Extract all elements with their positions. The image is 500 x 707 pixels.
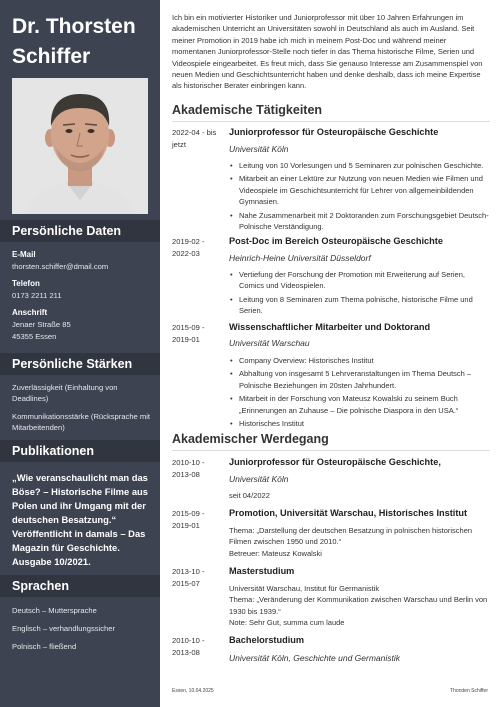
sidebar (0, 0, 160, 707)
phone-value[interactable]: 0173 2211 211 (12, 291, 62, 300)
education-org: Universität Köln (229, 474, 289, 484)
language-item: Polnisch – fließend (12, 642, 77, 651)
language-item: Englisch – verhandlungssicher (12, 624, 115, 633)
list-item: • Company Overview: Historisches Institut (229, 355, 491, 366)
strength-item: Kommunikationsstärke (Rücksprache mit Mitarbeitenden) (12, 412, 151, 432)
experience-org: Universität Köln (229, 144, 289, 154)
intro-paragraph: Ich bin ein motivierter Historiker und Juniorprofessor mit über 10 Jahren Erfahrungen im akademischen Unterricht an Universitäten sowohl in Deutschland als auch im Ausland. Seit meiner Promotion in 2019 habe ich mich in meinem Post-Doc und während meiner momentanen Juniorprofessor-Stelle noch tiefer in das Thema historische Filme, Serien und Videospiele eingearbeitet. Es freut mich, dass Sie genauso Interesse am Zusammenspiel von neuen Medien und Geschichtsunterricht haben und denke deshalb, dass ich meine Expertise als historischer Berater einbringen kann. (172, 13, 483, 91)
list-item: • Leitung von 10 Vorlesungen und 5 Seminaren zur polnischen Geschichte. (229, 160, 491, 171)
candidate-name: Dr. Thorsten Schiffer (12, 15, 136, 68)
personal-data-heading: Persönliche Daten (0, 220, 160, 242)
experience-bullets (229, 160, 491, 234)
publication-text: „Wie veranschaulicht man das Böse? – Historische Filme aus Polen und ihr Umgang mit der deutschen Besatzung.“ Veröffentlicht in damals – Das Magazin für Geschichte. Ausgabe 10/2021. (12, 472, 148, 567)
footer-signature-name: Thorsten Schiffer (450, 688, 488, 694)
portrait-image (12, 78, 148, 214)
list-item: • Abhaltung von insgesamt 5 Lehrveranstaltungen im Thema Deutsch – Polnische Beziehungen im 20sten Jahrhundert. (229, 368, 491, 391)
education-org: Universität Köln, Geschichte und Germanistik (229, 653, 401, 663)
language-item: Deutsch – Muttersprache (12, 606, 97, 615)
education-heading: Akademischer Werdegang (172, 432, 490, 451)
list-item: • Leitung von 8 Seminaren zum Thema polnische, historische Filme und Serien. (229, 294, 491, 317)
education-date: 2013-10 - 2015-07 (172, 567, 205, 588)
address-line-1: Jenaer Straße 85 (12, 320, 71, 329)
profile-photo (12, 78, 148, 214)
strengths-heading: Persönliche Stärken (0, 353, 160, 375)
address-label: Anschrift (12, 308, 48, 317)
education-title: Bachelorstudium (229, 635, 305, 645)
email-value[interactable]: thorsten.schiffer@dmail.com (12, 262, 109, 271)
list-item: • Mitarbeit in der Forschung von Mateusz Kowalski zu seinem Buch „Erinnerungen an Zuhause – Die polnische Diaspora in den USA.“ (229, 393, 491, 416)
experience-heading: Akademische Tätigkeiten (172, 103, 490, 122)
education-title: Masterstudium (229, 566, 295, 576)
experience-date: 2019-02 - 2022-03 (172, 237, 205, 258)
email-label: E-Mail (12, 250, 36, 259)
education-title: Promotion, Universität Warschau, Historisches Institut (229, 508, 468, 518)
list-item: • Vertiefung der Forschung der Promotion mit Erweiterung auf Serien, Comics und Videospielen. (229, 269, 491, 292)
list-item: • Historisches Institut (229, 418, 491, 429)
experience-bullets (229, 269, 491, 319)
publications-heading: Publikationen (0, 440, 160, 462)
education-desc: Universität Warschau, Institut für Germanistik Thema: „Veränderung der Kommunikation zwischen Warschau und Berlin von 1930 bis 1939.“ Note: Sehr Gut, summa cum laude (229, 584, 488, 628)
list-item: • Mitarbeit an einer Lektüre zur Nutzung von neuen Medien wie Filmen und Videospiele im Geschichtsunterricht für Lehrer von allgemeinbildenden Gymnasien. (229, 173, 491, 207)
education-desc: Thema: „Darstellung der deutschen Besatzung in polnischen historischen Filmen zwischen 1950 und 2010.“ Betreuer: Mateusz Kowalski (229, 526, 473, 558)
experience-title: Juniorprofessor für Osteuropäische Geschichte (229, 127, 439, 137)
education-title: Juniorprofessor für Osteuropäische Geschichte, (229, 457, 441, 467)
footer-place-date: Essen, 10.04.2025 (172, 688, 214, 694)
experience-org: Universität Warschau (229, 338, 310, 348)
experience-bullets (229, 355, 491, 431)
education-desc: seit 04/2022 (229, 491, 270, 500)
experience-title: Post-Doc im Bereich Osteuropäische Geschichte (229, 236, 443, 246)
experience-date: 2015-09 - 2019-01 (172, 323, 205, 344)
education-date: 2010-10 - 2013-08 (172, 636, 205, 657)
experience-title: Wissenschaftlicher Mitarbeiter und Doktorand (229, 322, 431, 332)
strength-item: Zuverlässigkeit (Einhaltung von Deadlines) (12, 383, 118, 403)
experience-org: Heinrich-Heine Universität Düsseldorf (229, 253, 371, 263)
main-content (160, 0, 500, 707)
experience-date: 2022-04 - bis jetzt (172, 128, 217, 149)
education-date: 2015-09 - 2019-01 (172, 509, 205, 530)
languages-heading: Sprachen (0, 575, 160, 597)
phone-label: Telefon (12, 279, 40, 288)
education-date: 2010-10 - 2013-08 (172, 458, 205, 479)
list-item: • Nahe Zusammenarbeit mit 2 Doktoranden zum Forschungsgebiet Deutsch-Polnische Verständigung. (229, 210, 491, 233)
address-line-2: 45355 Essen (12, 332, 57, 341)
